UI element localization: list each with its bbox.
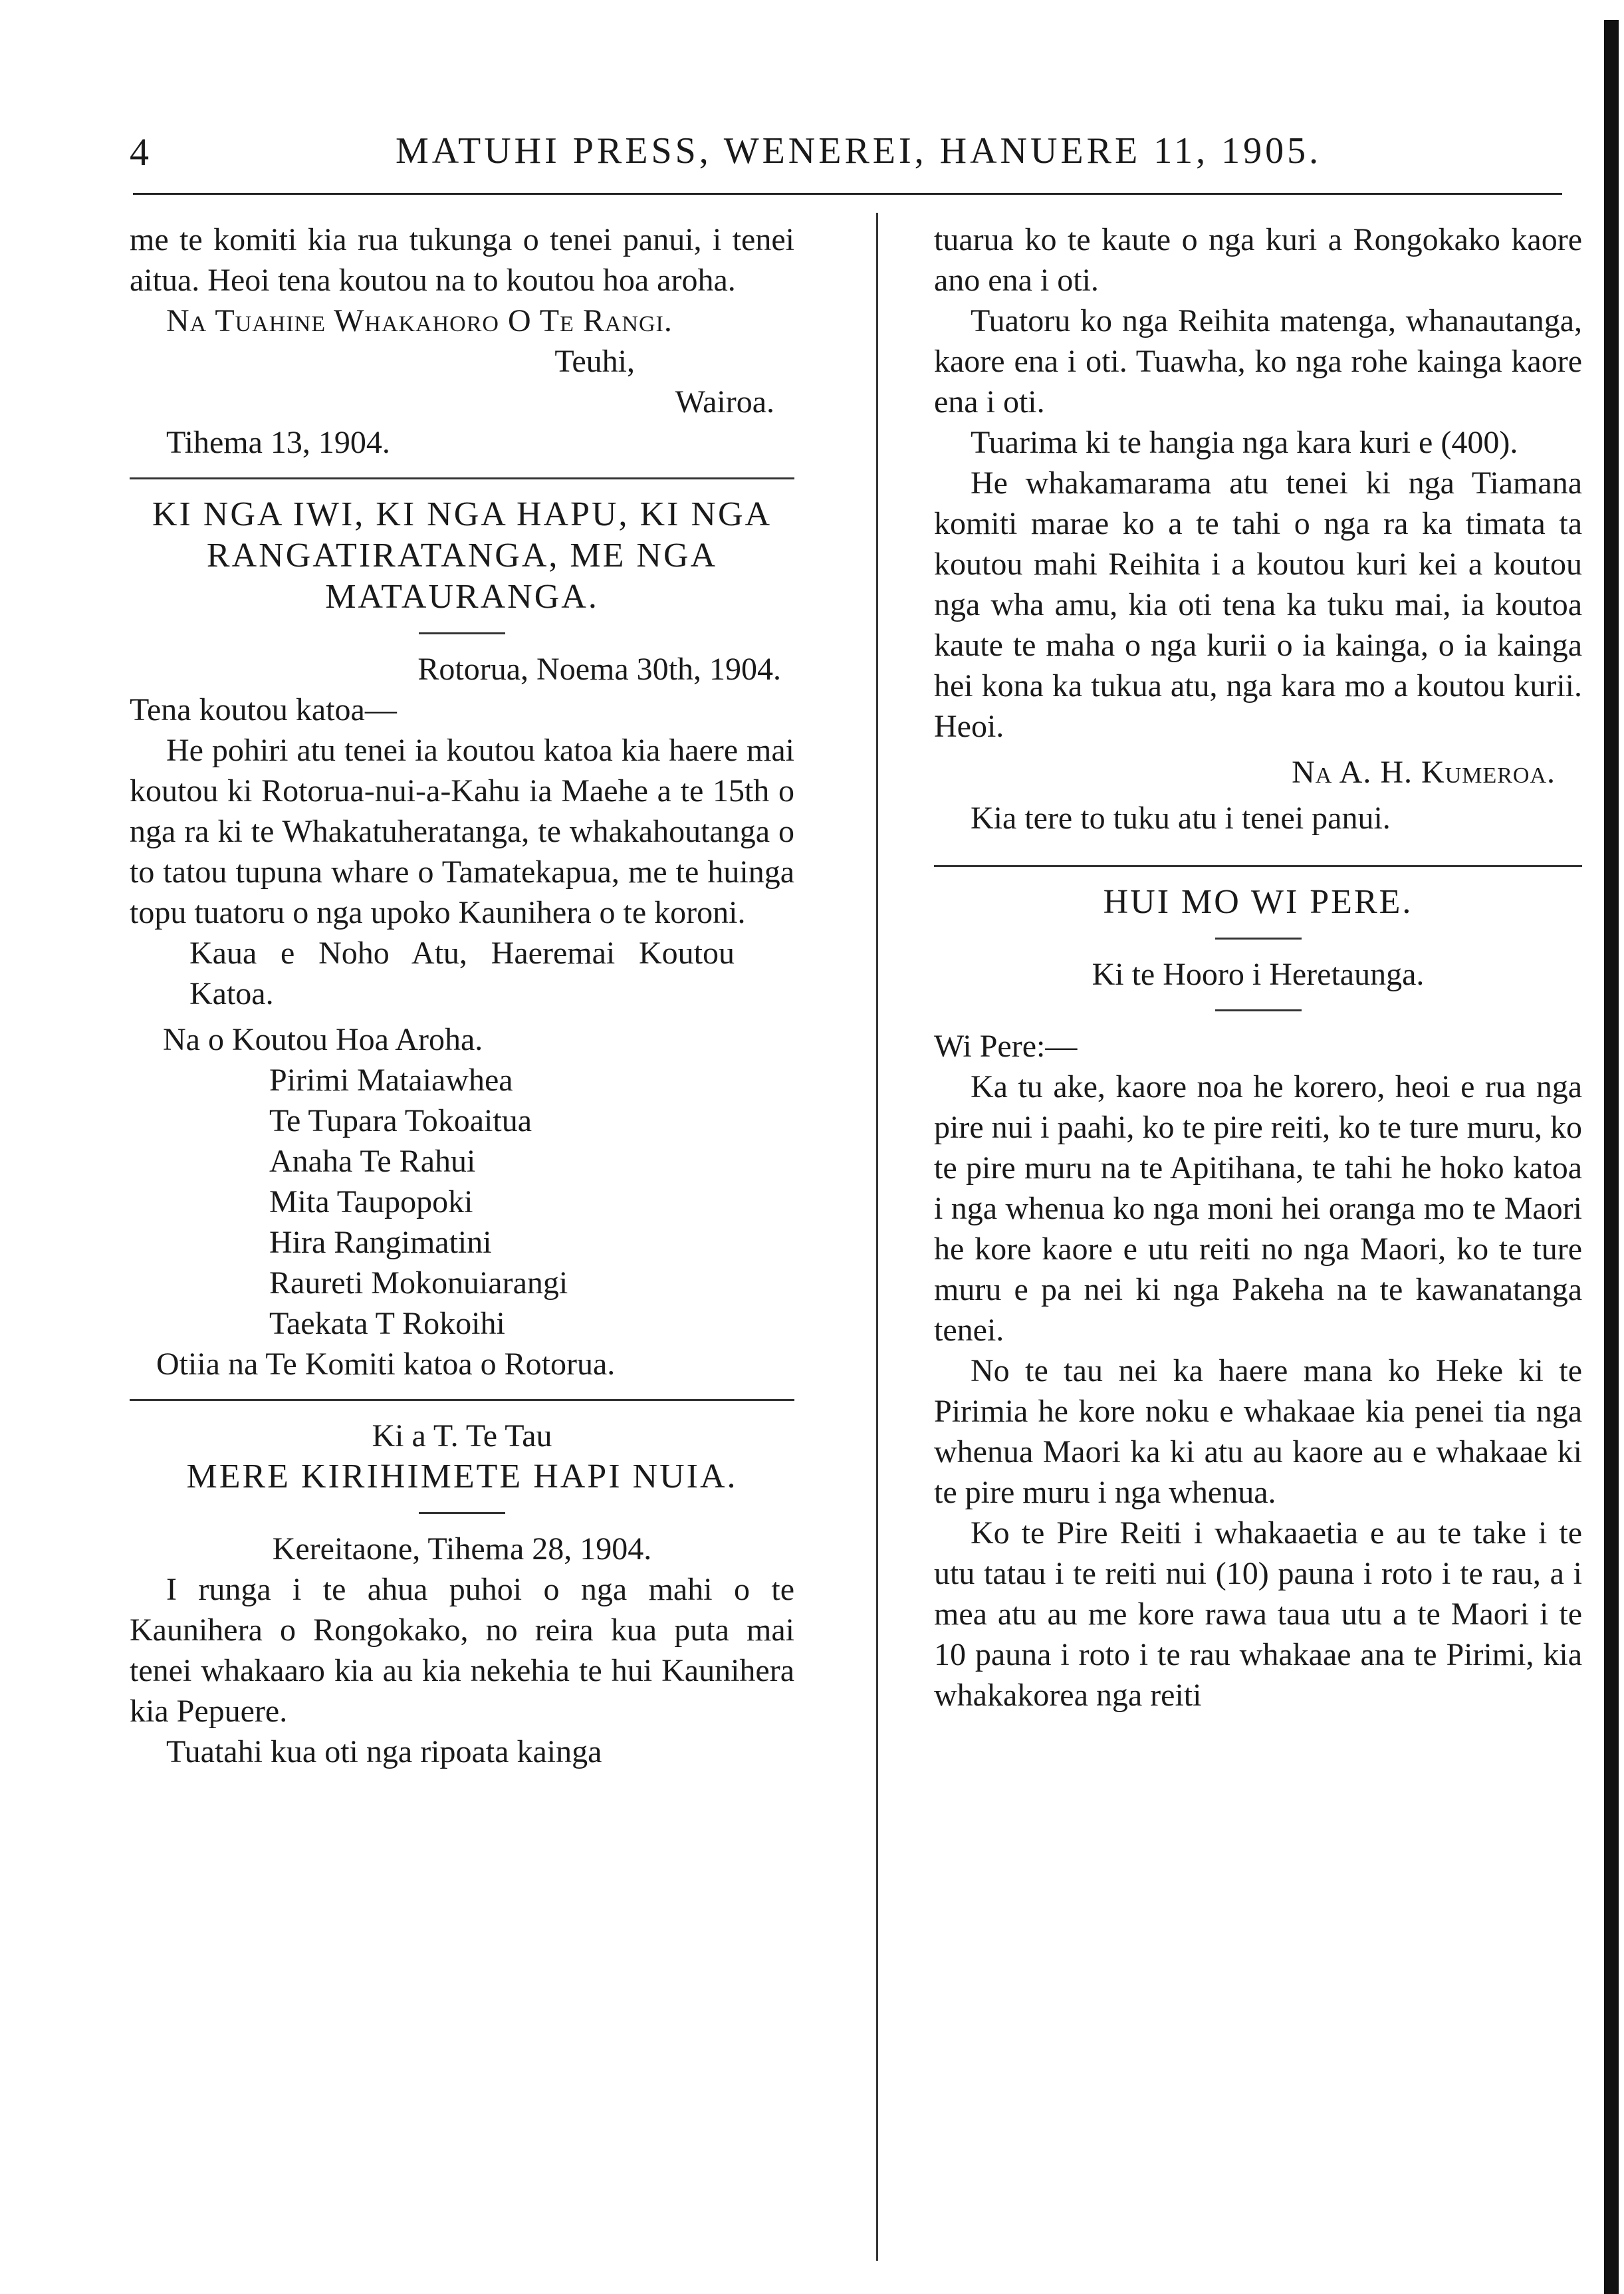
article-heading: MERE KIRIHIMETE HAPI NUIA. <box>186 1458 738 1495</box>
name-item: Pirimi Mataiawhea <box>269 1063 513 1098</box>
signature: Na Tuahine Whakahoro O Te Rangi. <box>166 303 673 338</box>
signature: Na A. H. Kumeroa. <box>1292 755 1556 790</box>
article-body: Tuatoru ko nga Reihita matenga, whanautanga, kaore ena i oti. Tuawha, ko nga rohe kainga kaore ena i oti. <box>934 303 1582 420</box>
column-divider <box>876 213 878 2261</box>
closing-line: Otiia na Te Komiti katoa o Rotorua. <box>156 1346 616 1382</box>
intro-paragraph: me te komiti kia rua tukunga o tenei panui, i tenei aitua. Heoi tena koutou na to koutou hoa aroha. <box>130 222 794 298</box>
place-line-2: Wairoa. <box>675 384 774 420</box>
section-rule <box>130 477 794 479</box>
article-body: He whakamarama atu tenei ki nga Tiamana komiti marae ko a te tahi o nga ra ka timata ta koutou mahi Reihita i a koutou kuri kei a koutou nga wha amu, kia oti tena ka tuku mai, ia koutoa kaute te maha o nga kurii o ia kainga, o ia kainga hei kona ka tukua atu, nga kara mo a koutou kurii. Heoi. <box>934 465 1582 744</box>
name-item: Te Tupara Tokoaitua <box>269 1103 532 1138</box>
name-item: Mita Taupopoki <box>269 1184 473 1219</box>
name-item: Taekata T Rokoihi <box>269 1306 505 1341</box>
slogan: Kaua e Noho Atu, Haeremai Koutou Katoa. <box>189 936 735 1011</box>
article-body: Tuatahi kua oti nga ripoata kainga <box>166 1734 602 1769</box>
header-rule <box>133 193 1562 195</box>
article-dateline: Kereitaone, Tihema 28, 1904. <box>272 1531 652 1567</box>
section-rule <box>130 1399 794 1401</box>
note-line: Kia tere to tuku atu i tenei panui. <box>971 801 1391 836</box>
article-body: Tuarima ki te hangia nga kara kuri e (400). <box>971 425 1518 460</box>
article-body: Ko te Pire Reiti i whakaaetia e au te take i te utu tatau i te reiti nui (10) pauna i roto i te rau, a i mea atu au me kore rawa taua utu a te Maori i te 10 pauna i roto i te rau whakaae ana te Pirimi, kia whakakorea nga reiti <box>934 1515 1582 1713</box>
article-body: No te tau nei ka haere mana ko Heke ki te Pirimia he kore noku e whakaae kia penei tia nga whenua Maori ka ki atu au kaore au e whakaae ki te pire muru i nga whenua. <box>934 1353 1582 1510</box>
short-rule <box>419 1512 505 1514</box>
page-header <box>130 123 1393 190</box>
short-rule <box>1215 938 1302 940</box>
name-item: Raureti Mokonuiarangi <box>269 1265 568 1301</box>
greeting: Tena koutou katoa— <box>130 692 397 727</box>
article-heading: KI NGA IWI, KI NGA HAPU, KI NGA RANGATIRATANGA, ME NGA MATAURANGA. <box>152 495 772 616</box>
date-line: Tihema 13, 1904. <box>166 425 390 460</box>
short-rule <box>1215 1009 1302 1011</box>
article-subheading: Ki te Hooro i Heretaunga. <box>1092 957 1425 992</box>
short-rule <box>419 632 505 634</box>
page-number: 4 <box>130 130 149 174</box>
addressee: Ki a T. Te Tau <box>372 1418 552 1454</box>
page-edge-bar <box>1604 20 1619 2294</box>
section-rule <box>934 865 1582 867</box>
right-column <box>934 219 1582 1716</box>
article-body: I runga i te ahua puhoi o nga mahi o te Kaunihera o Rongokako, no reira kua puta mai tenei whakaaro kia au kia nekehia te hui Kaunihera kia Pepuere. <box>130 1572 794 1729</box>
from-line: Na o Koutou Hoa Aroha. <box>163 1022 483 1057</box>
article-heading: HUI MO WI PERE. <box>1103 883 1413 921</box>
salutation: Wi Pere:— <box>934 1029 1078 1064</box>
name-item: Anaha Te Rahui <box>269 1144 476 1179</box>
name-item: Hira Rangimatini <box>269 1225 492 1260</box>
article-body: He pohiri atu tenei ia koutou katoa kia haere mai koutou ki Rotorua-nui-a-Kahu ia Maehe a te 15th o nga ra ki te Whakatuheratanga, te whakahoutanga o to tatou tupuna whare o Tamatekapua, me te huinga topu tuatoru o nga upoko Kaunihera o te koroni. <box>130 733 794 930</box>
names-list <box>269 1060 794 1344</box>
place-line-1: Teuhi, <box>554 344 635 379</box>
article-dateline: Rotorua, Noema 30th, 1904. <box>417 652 781 687</box>
article-body: tuarua ko te kaute o nga kuri a Rongokako kaore ano ena i oti. <box>934 222 1582 298</box>
left-column <box>130 219 794 1772</box>
masthead: MATUHI PRESS, WENEREI, HANUERE 11, 1905. <box>396 130 1322 172</box>
article-body: Ka tu ake, kaore noa he korero, heoi e rua nga pire nui i paahi, ko te pire reiti, ko te ture muru, ko te pire muru na te Apitihana, te tahi he hoko katoa i nga whenua ko nga moni hei oranga mo te Maori he kore kaore e utu reiti no nga Maori, ko te ture muru e pa nei ki nga Pakeha na te kawanatanga tenei. <box>934 1069 1582 1348</box>
